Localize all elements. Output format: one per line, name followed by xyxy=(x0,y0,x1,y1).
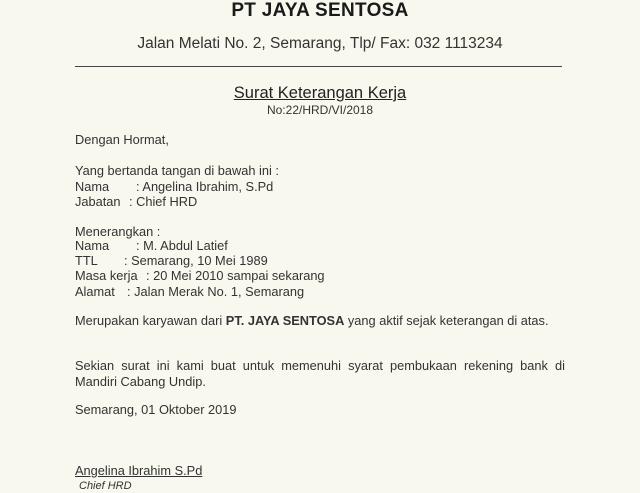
field-value: : Chief HRD xyxy=(129,194,198,209)
field-value: : Semarang, 10 Mei 1989 xyxy=(124,253,268,268)
field-label: Nama xyxy=(75,179,110,194)
subject-birth-row xyxy=(75,253,268,268)
field-label: Jabatan xyxy=(75,194,121,209)
field-value: : 20 Mei 2010 sampai sekarang xyxy=(146,268,325,283)
field-value: : Angelina Ibrahim, S.Pd xyxy=(136,179,274,194)
field-label: Masa kerja xyxy=(75,268,138,283)
statement-text: Merupakan karyawan dari xyxy=(75,313,226,328)
statement-company: PT. JAYA SENTOSA xyxy=(225,313,345,328)
subject-address-row xyxy=(75,284,304,299)
field-label: TTL xyxy=(75,253,98,268)
company-name: PT JAYA SENTOSA xyxy=(231,0,409,21)
company-address: Jalan Melati No. 2, Semarang, Tlp/ Fax: 032 1113234 xyxy=(137,35,503,52)
field-value: : M. Abdul Latief xyxy=(136,238,228,253)
signer-position-row xyxy=(75,194,197,209)
signer-intro: Yang bertanda tangan di bawah ini : xyxy=(75,163,279,178)
statement-text: yang aktif sejak keterangan di atas. xyxy=(344,313,549,328)
subject-tenure-row xyxy=(75,268,325,283)
document-title: Surat Keterangan Kerja xyxy=(233,84,407,102)
purpose-paragraph: Sekian surat ini kami buat untuk memenuhi syarat pembukaan rekening bank di Mandiri Cabang Undip. xyxy=(75,358,565,389)
field-value: : Jalan Merak No. 1, Semarang xyxy=(127,284,305,299)
field-label: Nama xyxy=(75,238,110,253)
greeting: Dengan Hormat, xyxy=(75,132,169,147)
signature-role: Chief HRD xyxy=(79,480,132,492)
header-divider xyxy=(75,66,562,67)
place-date: Semarang, 01 Oktober 2019 xyxy=(75,402,237,417)
subject-intro: Menerangkan : xyxy=(75,224,161,239)
subject-name-row xyxy=(75,238,228,253)
document-number: No:22/HRD/VI/2018 xyxy=(266,103,374,117)
employment-statement xyxy=(75,313,565,329)
signer-name-row xyxy=(75,179,273,194)
field-label: Alamat xyxy=(75,284,115,299)
signature-name: Angelina Ibrahim S.Pd xyxy=(75,463,203,478)
